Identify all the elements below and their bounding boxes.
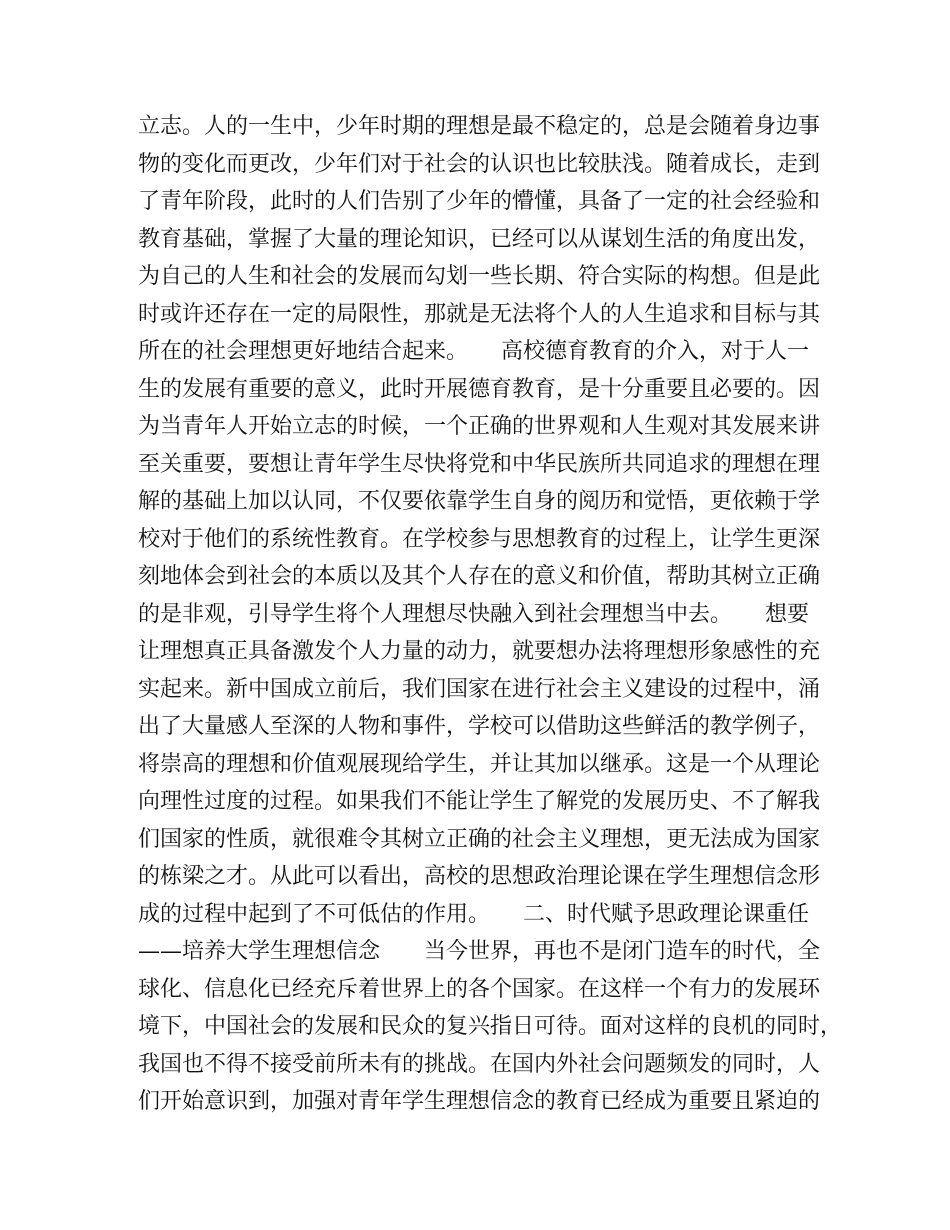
text-line: 我国也不得不接受前所未有的挑战。在国内外社会问题频发的同时，人	[138, 1051, 821, 1077]
text-line: 向理性过度的过程。如果我们不能让学生了解党的发展历史、不了解我	[138, 789, 821, 814]
body-text	[138, 108, 843, 1121]
text-line: 为自己的人生和社会的发展而勾划一些长期、符合实际的构想。但是此	[138, 264, 821, 289]
text-line: 球化、信息化已经充斥着世界上的各个国家。在这样一个有力的发展环	[138, 976, 821, 1002]
text-line: 解的基础上加以认同，不仅要依靠学生自身的阅历和觉悟，更依赖于学	[138, 489, 821, 514]
text-line: 出了大量感人至深的人物和事件，学校可以借助这些鲜活的教学例子，	[138, 714, 821, 739]
text-line: 所在的社会理想更好地结合起来。 高校德育教育的介入，对于人一	[138, 339, 810, 364]
text-line: 教育基础，掌握了大量的理论知识，已经可以从谋划生活的角度出发，	[138, 226, 821, 252]
text-line: 刻地体会到社会的本质以及其个人存在的意义和价值，帮助其树立正确	[138, 564, 821, 589]
text-line: 实起来。新中国成立前后，我们国家在进行社会主义建设的过程中，涌	[138, 676, 821, 702]
text-line: 们开始意识到，加强对青年学生理想信念的教育已经成为重要且紧迫的	[138, 1089, 821, 1114]
text-line: 成的过程中起到了不可低估的作用。 二、时代赋予思政理论课重任	[138, 901, 810, 927]
text-line: 们国家的性质，就很难令其树立正确的社会主义理想，更无法成为国家	[138, 826, 821, 852]
text-line: 校对于他们的系统性教育。在学校参与思想教育的过程上，让学生更深	[138, 526, 821, 552]
text-line: ——培养大学生理想信念 当今世界，再也不是闭门造车的时代，全	[138, 939, 821, 964]
text-line: 物的变化而更改，少年们对于社会的认识也比较肤浅。随着成长，走到	[138, 151, 821, 177]
text-line: 将崇高的理想和价值观展现给学生，并让其加以继承。这是一个从理论	[138, 751, 821, 777]
text-line: 至关重要，要想让青年学生尽快将党和中华民族所共同追求的理想在理	[138, 451, 821, 477]
text-line: 的栋梁之才。从此可以看出，高校的思想政治理论课在学生理想信念形	[138, 864, 821, 889]
text-line: 境下，中国社会的发展和民众的复兴指日可待。面对这样的良机的同时，	[138, 1014, 843, 1039]
text-line: 的是非观，引导学生将个人理想尽快融入到社会理想当中去。 想要	[138, 601, 810, 627]
text-line: 时或许还存在一定的局限性，那就是无法将个人的人生追求和目标与其	[138, 301, 821, 327]
text-line: 了青年阶段，此时的人们告别了少年的懵懂，具备了一定的社会经验和	[138, 189, 821, 214]
text-line: 立志。人的一生中，少年时期的理想是最不稳定的，总是会随着身边事	[138, 114, 821, 139]
text-line: 为当青年人开始立志的时候，一个正确的世界观和人生观对其发展来讲	[138, 414, 821, 439]
text-line: 让理想真正具备激发个人力量的动力，就要想办法将理想形象感性的充	[138, 639, 821, 664]
text-line: 生的发展有重要的意义，此时开展德育教育，是十分重要且必要的。因	[138, 376, 821, 402]
